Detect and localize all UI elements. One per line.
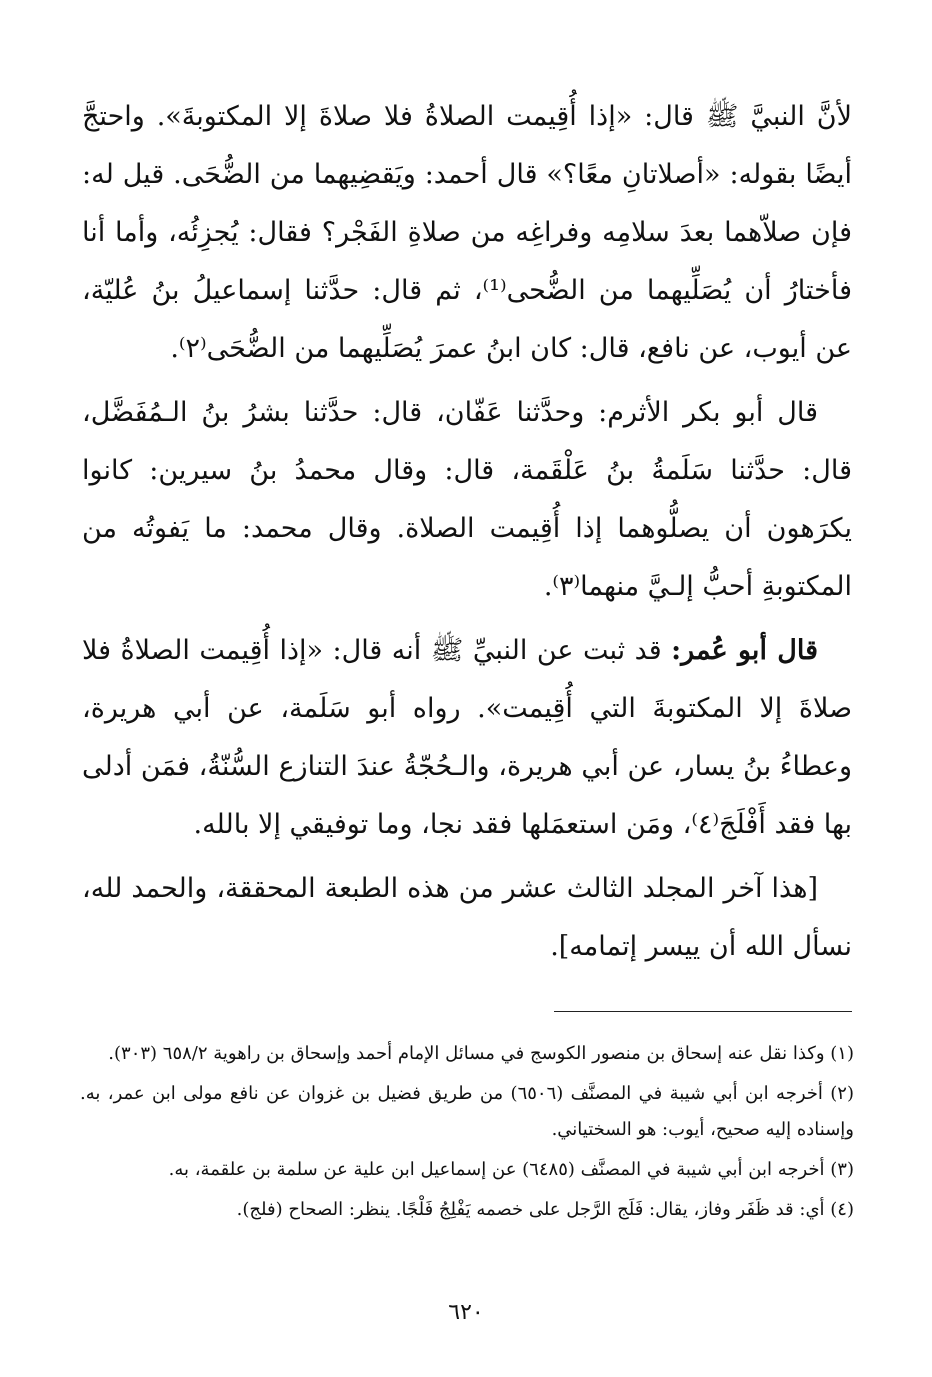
paragraph-3 [82, 622, 852, 854]
footnote-4: (٤) أي: قد ظَفَر وفاز، يقال: فَلَج الرَّجل على خصمه يَفْلِجُ فَلْجًا. ينظر: الصحاح (فلج). [236, 1199, 854, 1220]
footnote-separator [554, 1011, 852, 1012]
paragraph-3-text: قد ثبت عن النبيِّ ﷺ أنه قال: «إذا أُقِيمت الصلاةُ فلا صلاةَ إلا المكتوبةَ التي أُقِيمت». رواه أبو سَلَمة، عن أبي هريرة، وعطاءُ بنُ يسار، عن أبي هريرة، والـحُجّةُ عندَ التنازع السُّنّةُ، فمَن أدلى بها فقد أَفْلَجَ⁽٤⁾، ومَن استعمَلها فقد نجا، وما توفيقي إلا بالله. [82, 635, 852, 840]
paragraph-2: قال أبو بكر الأثرم: وحدَّثنا عَفّان، قال: حدَّثنا بشرُ بنُ الـمُفَضَّل، قال: حدَّثنا سَلَمةُ بنُ عَلْقَمة، قال: وقال محمدُ بنُ سيرين: كانوا يكرَهون أن يصلُّوهما إذا أُقِيمت الصلاة. وقال محمد: ما يَفوتُه من المكتوبةِ أحبُّ إلـيَّ منهما⁽٣⁾. [82, 397, 852, 602]
main-text [82, 88, 852, 982]
footnote-2: (٢) أخرجه ابن أبي شيبة في المصنَّف (٦٥٠٦) من طريق فضيل بن غزوان عن نافع مولى ابن عمر، به. وإسناده إليه صحيح، أيوب: هو السختياني. [80, 1083, 854, 1140]
paragraph-3-lead: قال أبو عُمر: [671, 635, 818, 666]
footnote-3: (٣) أخرجه ابن أبي شيبة في المصنَّف (٦٤٨٥) عن إسماعيل ابن علية عن سلمة بن علقمة، به. [168, 1159, 854, 1180]
page-number: ٦٢٠ [448, 1300, 484, 1325]
footnotes [80, 1036, 854, 1232]
footnote-1: (١) وكذا نقل عنه إسحاق بن منصور الكوسج في مسائل الإمام أحمد وإسحاق بن راهوية ٦٥٨/٢ (٣٠٣). [108, 1043, 854, 1064]
paragraph-4: [هذا آخر المجلد الثالث عشر من هذه الطبعة المحققة، والحمد لله، نسأل الله أن ييسر إتمامه]. [82, 873, 852, 962]
paragraph-1: لأنَّ النبيَّ ﷺ قال: «إذا أُقِيمت الصلاةُ فلا صلاةَ إلا المكتوبةَ». واحتجَّ أيضًا بقوله: «أصلاتانِ معًا؟» قال أحمد: ويَقضِيهما من الضُّحَى. قيل له: فإن صلاّهما بعدَ سلامِه وفراغِه من صلاةِ الفَجْر؟ فقال: يُجزِئُه، وأما أنا فأختارُ أن يُصَلِّيهما من الضُّحى⁽¹⁾، ثم قال: حدَّثنا إسماعيلُ بنُ عُليّة، عن أيوب، عن نافع، قال: كان ابنُ عمرَ يُصَلِّيهما من الضُّحَى⁽٢⁾. [82, 101, 852, 364]
